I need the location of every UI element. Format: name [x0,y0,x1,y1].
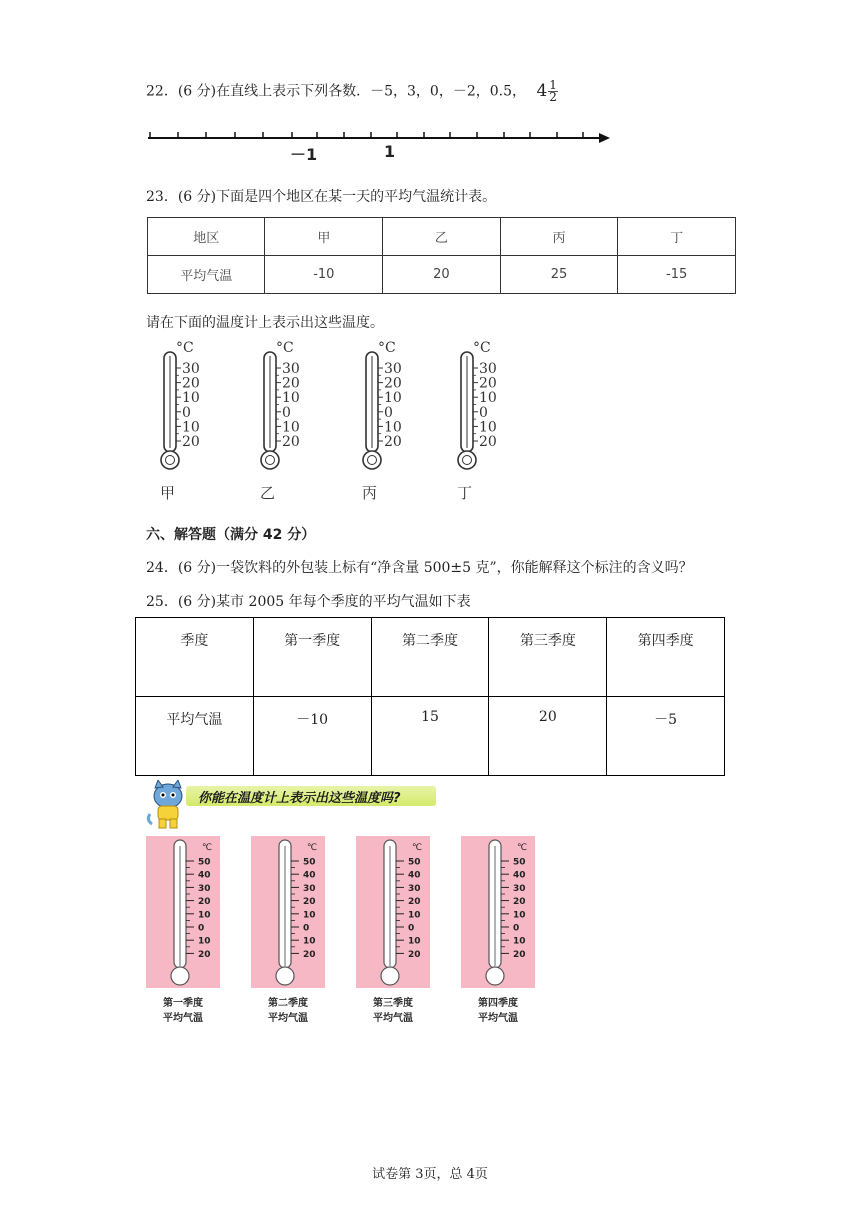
table-cell: -15 [618,256,736,294]
scale-label: 10 [198,936,211,947]
fraction-denominator: 2 [549,90,557,104]
thermometer-label: 甲 [160,484,176,502]
mascot-banner [146,780,436,830]
table-cell: －5 [607,697,725,776]
caption-line: 平均气温 [268,1013,308,1024]
caption-line: 平均气温 [373,1013,413,1024]
scale-label: 20 [479,434,497,450]
scale-label: 0 [513,923,520,934]
scale-label: 10 [182,390,200,407]
scale-label: 10 [513,910,526,921]
question-23-text: 23．(6 分)下面是四个地区在某一天的平均气温统计表。 [146,189,497,205]
scale-label: 20 [384,434,402,450]
scale-label: 0 [303,923,310,934]
scale-label: 50 [408,857,421,868]
question-22 [146,80,558,103]
unit-label: °C [473,340,491,356]
table-cell: 20 [489,697,607,776]
unit-label: °C [176,340,194,356]
scale-label: 40 [303,870,316,881]
scale-label: 30 [303,883,316,894]
table-cell: 季度 [136,618,254,697]
question-25-text: 25．(6 分)某市 2005 年每个季度的平均气温如下表 [146,594,471,610]
caption-line: 第二季度 [268,998,308,1009]
unit-label: ℃ [412,843,423,853]
thermometer-label: 丙 [362,484,378,502]
scale-label: 40 [198,870,211,881]
unit-label: ℃ [202,843,213,853]
thermometer-caption [142,996,224,1026]
number-line-arrow [599,133,610,143]
scale-label: 50 [198,857,211,868]
scale-label: 20 [182,375,200,392]
scale-label: 10 [479,419,497,436]
thermometer-caption [352,996,434,1026]
scale-label: 20 [408,949,421,960]
scale-label: 0 [384,404,393,421]
scale-label: 20 [198,897,211,908]
scale-label: 20 [384,375,402,392]
scale-label: 20 [479,375,497,392]
scale-label: 30 [198,883,211,894]
question-22-text: 22．(6 分)在直线上表示下列各数．－5，3，0，－2，0.5， [146,83,526,100]
scale-label: 20 [198,949,211,960]
table-cell: 平均气温 [136,697,254,776]
section-title: 六、解答题（满分 42 分） [146,527,316,543]
table-cell: 丙 [500,218,618,256]
thermometer-bulb [381,967,399,985]
page-footer: 试卷第 3页，总 4页 [372,1167,488,1182]
scale-label: 20 [513,949,526,960]
fraction-numerator: 1 [549,78,557,92]
table-header-row [148,218,736,256]
thermometer-bulb [276,967,294,985]
table-cell: 甲 [265,218,383,256]
scale-label: 10 [303,910,316,921]
table-cell: 第四季度 [607,618,725,697]
thermometer-caption [457,996,539,1026]
thermometer-panel [251,836,325,988]
mixed-number-whole: 4 [536,80,548,101]
thermometer-label: 丁 [457,484,473,502]
table-header-row [136,618,725,697]
caption-line: 第三季度 [373,998,413,1009]
scale-label: 10 [408,910,421,921]
scale-label: 0 [198,923,205,934]
mixed-number-fraction [548,80,558,103]
scale-label: 0 [282,404,291,421]
thermometer [160,340,220,472]
scale-label: 10 [303,936,316,947]
table-cell: 丁 [618,218,736,256]
number-line-label-neg1: －1 [290,145,318,164]
scale-label: 0 [182,404,191,421]
thermometer [362,340,422,472]
thermometer-bulb-inner [463,456,472,465]
scale-label: 10 [182,419,200,436]
unit-label: °C [378,340,396,356]
banner-text: 你能在温度计上表示出这些温度吗? [198,791,401,806]
number-line [140,124,620,164]
question-23-instruction: 请在下面的温度计上表示出这些温度。 [146,315,384,331]
table-cell: 第二季度 [371,618,489,697]
quarter-temperature-table [135,617,725,776]
caption-line: 平均气温 [478,1013,518,1024]
scale-label: 0 [408,923,415,934]
caption-line: 平均气温 [163,1013,203,1024]
thermometer-bulb-inner [368,456,377,465]
scale-label: 20 [282,434,300,450]
unit-label: ℃ [307,843,318,853]
unit-label: ℃ [517,843,528,853]
number-line-label-1: 1 [384,142,396,161]
thermometer-bulb [171,967,189,985]
scale-label: 20 [303,897,316,908]
table-cell: -10 [265,256,383,294]
thermometer [461,836,535,988]
scale-label: 10 [384,419,402,436]
thermometer-label: 乙 [260,484,276,502]
table-cell: 地区 [148,218,265,256]
scale-label: 10 [282,419,300,436]
table-cell: 第一季度 [253,618,371,697]
scale-label: 20 [513,897,526,908]
scale-label: 30 [384,361,402,377]
thermometer [146,836,220,988]
scale-label: 30 [282,361,300,377]
caption-line: 第一季度 [163,998,203,1009]
scale-label: 40 [513,870,526,881]
table-cell: 第三季度 [489,618,607,697]
scale-label: 30 [408,883,421,894]
thermometer-panel [356,836,430,988]
thermometer-panel [146,836,220,988]
scale-label: 50 [303,857,316,868]
scale-label: 0 [479,404,488,421]
thermometer-bulb [486,967,504,985]
scale-label: 10 [282,390,300,407]
thermometer-caption [247,996,329,1026]
thermometer-bulb-inner [266,456,275,465]
scale-label: 10 [513,936,526,947]
unit-label: °C [276,340,294,356]
table-cell: 平均气温 [148,256,265,294]
question-24-text: 24．(6 分)一袋饮料的外包装上标有“净含量 500±5 克”，你能解释这个标注的含义吗？ [146,560,693,576]
thermometer [260,340,320,472]
scale-label: 40 [408,870,421,881]
region-temperature-table [147,217,736,294]
caption-line: 第四季度 [478,998,518,1009]
table-cell: 15 [371,697,489,776]
scale-label: 20 [182,434,200,450]
scale-label: 20 [282,375,300,392]
table-cell: －10 [253,697,371,776]
scale-label: 20 [303,949,316,960]
scale-label: 10 [479,390,497,407]
table-cell: 20 [383,256,501,294]
thermometer-bulb-inner [166,456,175,465]
thermometer [457,340,517,472]
table-cell: 25 [500,256,618,294]
table-row [136,697,725,776]
thermometer-panel [461,836,535,988]
scale-label: 10 [384,390,402,407]
scale-label: 10 [198,910,211,921]
scale-label: 10 [408,936,421,947]
scale-label: 30 [513,883,526,894]
scale-label: 30 [479,361,497,377]
scale-label: 50 [513,857,526,868]
table-row [148,256,736,294]
table-cell: 乙 [383,218,501,256]
scale-label: 30 [182,361,200,377]
thermometer [356,836,430,988]
scale-label: 20 [408,897,421,908]
thermometer [251,836,325,988]
